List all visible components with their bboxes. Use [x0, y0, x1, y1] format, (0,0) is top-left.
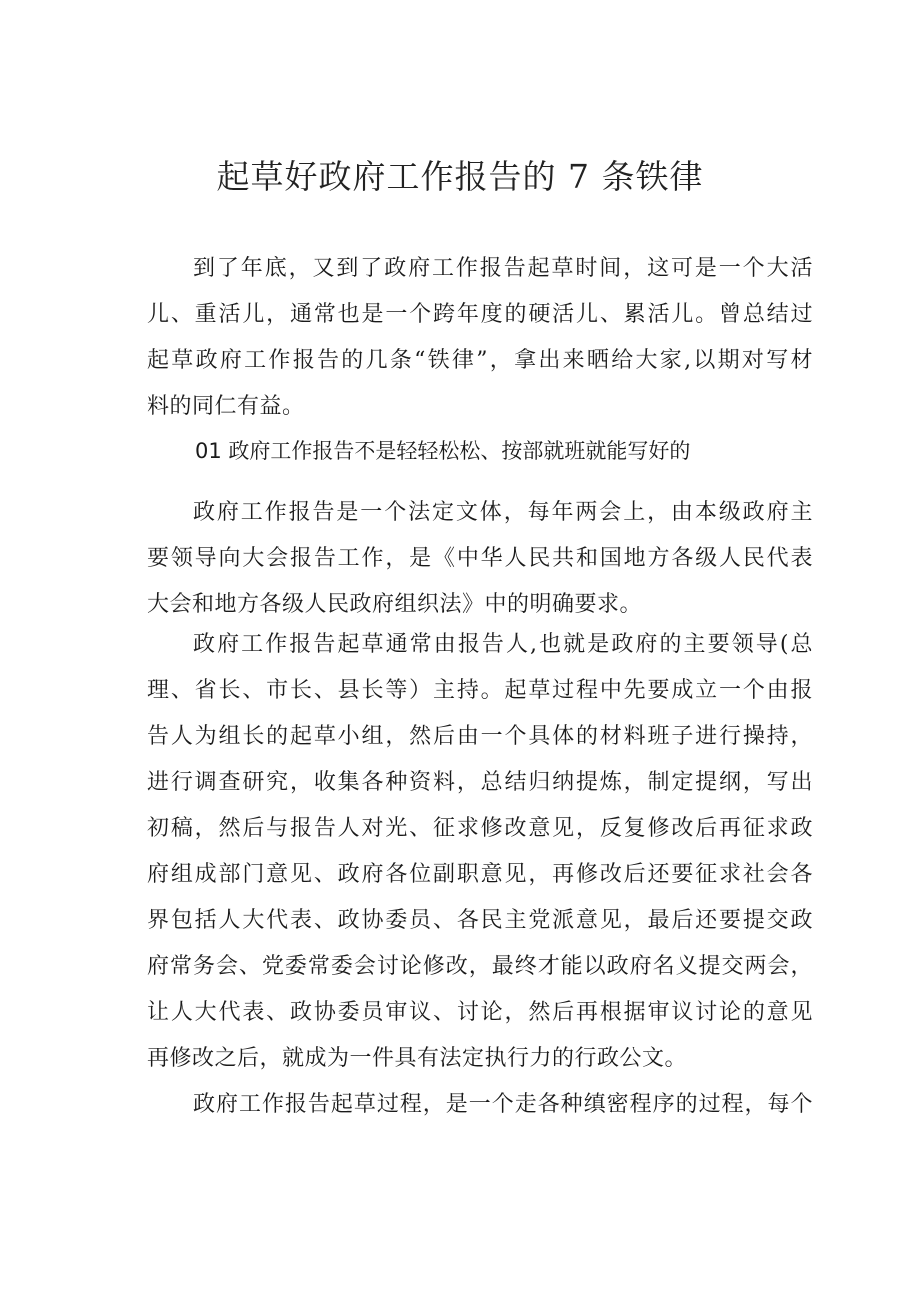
paragraph-line: 料的同仁有益。 [147, 394, 305, 419]
paragraph-line: 让人大代表、政协委员审议、讨论，然后再根据审议讨论的意见 [147, 1000, 813, 1025]
paragraph-line: 府组成部门意见、政府各位副职意见，再修改后还要征求社会各 [147, 862, 813, 887]
paragraph-line: 大会和地方各级人民政府组织法》中的明确要求。 [147, 592, 643, 617]
paragraph-line: 政府工作报告是一个法定文体，每年两会上，由本级政府主 [193, 500, 813, 525]
paragraph-line: 进行调查研究，收集各种资料，总结归纳提炼，制定提纲，写出 [147, 770, 813, 795]
intro-paragraph [147, 246, 813, 430]
paragraph-line: 起草政府工作报告的几条“铁律”，拿出来晒给大家,以期对写材 [147, 348, 813, 373]
paragraph-line: 到了年底，又到了政府工作报告起草时间，这可是一个大活 [193, 256, 813, 281]
paragraph-3 [147, 1082, 813, 1128]
paragraph-line: 再修改之后，就成为一件具有法定执行力的行政公文。 [147, 1046, 688, 1071]
paragraph-2 [147, 622, 813, 1082]
section-heading: 01 政府工作报告不是轻轻松松、按部就班就能写好的 [195, 439, 691, 463]
paragraph-line: 界包括人大代表、政协委员、各民主党派意见，最后还要提交政 [147, 908, 813, 933]
paragraph-line: 初稿，然后与报告人对光、征求修改意见，反复修改后再征求政 [147, 816, 813, 841]
paragraph-line: 理、省长、市长、县长等）主持。起草过程中先要成立一个由报 [147, 678, 813, 703]
document-title: 起草好政府工作报告的 7 条铁律 [216, 157, 704, 196]
paragraph-line: 政府工作报告起草过程，是一个走各种缜密程序的过程，每个 [193, 1092, 813, 1117]
paragraph-1 [147, 490, 813, 628]
paragraph-line: 府常务会、党委常委会讨论修改，最终才能以政府名义提交两会， [147, 954, 813, 979]
paragraph-line: 政府工作报告起草通常由报告人,也就是政府的主要领导(总 [193, 632, 813, 657]
paragraph-line: 告人为组长的起草小组，然后由一个具体的材料班子进行操持， [147, 724, 813, 749]
paragraph-line: 要领导向大会报告工作，是《中华人民共和国地方各级人民代表 [147, 546, 813, 571]
paragraph-line: 儿、重活儿，通常也是一个跨年度的硬活儿、累活儿。曾总结过 [147, 302, 813, 327]
